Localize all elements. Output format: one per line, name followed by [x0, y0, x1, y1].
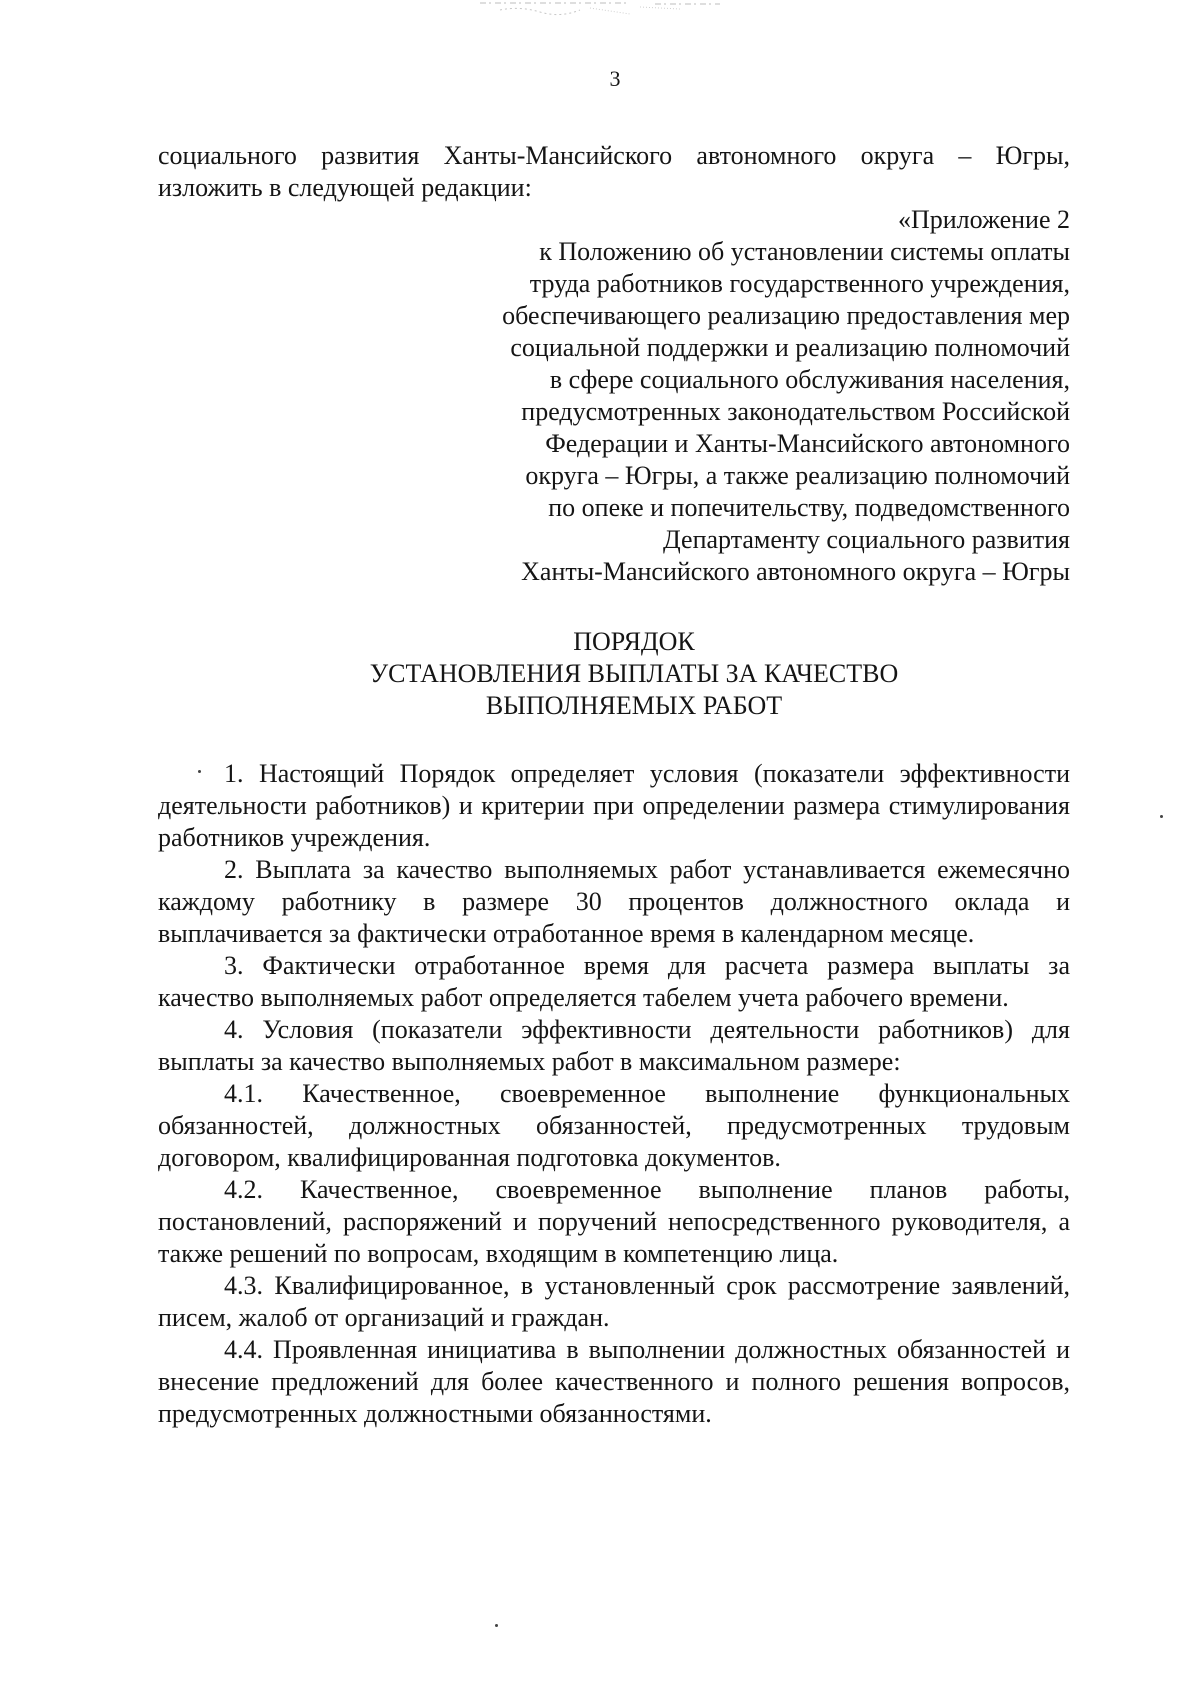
appendix-line: социальной поддержки и реализацию полномочий	[510, 333, 1070, 362]
title-line: ПОРЯДОК	[573, 627, 695, 656]
appendix-line: «Приложение 2	[897, 205, 1070, 234]
appendix-line: к Положению об установлении системы оплаты	[539, 237, 1070, 266]
scan-speck	[495, 1624, 498, 1627]
clause-paragraph: 4.2. Качественное, своевременное выполнение планов работы, постановлений, распоряжений и поручений непосредственного руководителя, а также решений по вопросам, входящим в компетенцию лица.	[158, 1175, 1070, 1268]
title-line: УСТАНОВЛЕНИЯ ВЫПЛАТЫ ЗА КАЧЕСТВО	[369, 659, 899, 688]
document-body	[158, 140, 1070, 1430]
appendix-line: Ханты-Мансийского автономного округа – Югры	[521, 557, 1070, 586]
appendix-line: Департаменту социального развития	[663, 525, 1070, 554]
numbered-clauses	[158, 758, 1070, 1430]
intro-paragraph: социального развития Ханты-Мансийского автономного округа – Югры, изложить в следующей редакции:	[158, 141, 1070, 202]
clause-paragraph: 4.3. Квалифицированное, в установленный срок рассмотрение заявлений, писем, жалоб от организаций и граждан.	[158, 1271, 1070, 1332]
appendix-line: предусмотренных законодательством Российской	[521, 397, 1070, 426]
clause-paragraph: 1. Настоящий Порядок определяет условия (показатели эффективности деятельности работников) и критерии при определении размера стимулирования работников учреждения.	[158, 759, 1070, 852]
clause-paragraph: 2. Выплата за качество выполняемых работ устанавливается ежемесячно каждому работнику в размере 30 процентов должностного оклада и выплачивается за фактически отработанное время в календарном месяце.	[158, 855, 1070, 948]
page-number: 3	[609, 66, 621, 91]
clause-paragraph: 4. Условия (показатели эффективности деятельности работников) для выплаты за качество выполняемых работ в максимальном размере:	[158, 1015, 1070, 1076]
title-line: ВЫПОЛНЯЕМЫХ РАБОТ	[485, 691, 783, 720]
document-title	[158, 626, 1070, 722]
appendix-line: в сфере социального обслуживания населения,	[549, 365, 1070, 394]
appendix-line: труда работников государственного учреждения,	[529, 269, 1070, 298]
clause-paragraph: 4.4. Проявленная инициатива в выполнении должностных обязанностей и внесение предложений для более качественного и полного решения вопросов, предусмотренных должностными обязанностями.	[158, 1335, 1070, 1428]
scan-speck	[1160, 815, 1163, 818]
clause-paragraph: 4.1. Качественное, своевременное выполнение функциональных обязанностей, должностных обязанностей, предусмотренных трудовым договором, квалифицированная подготовка документов.	[158, 1079, 1070, 1172]
appendix-line: по опеке и попечительству, подведомственного	[548, 493, 1070, 522]
appendix-line: обеспечивающего реализацию предоставления мер	[502, 301, 1070, 330]
scan-noise-mark	[480, 0, 720, 22]
clause-paragraph: 3. Фактически отработанное время для расчета размера выплаты за качество выполняемых работ определяется табелем учета рабочего времени.	[158, 951, 1070, 1012]
appendix-line: округа – Югры, а также реализацию полномочий	[525, 461, 1070, 490]
appendix-line: Федерации и Ханты-Мансийского автономного	[545, 429, 1070, 458]
scan-speck	[198, 770, 201, 773]
appendix-heading	[158, 204, 1070, 588]
